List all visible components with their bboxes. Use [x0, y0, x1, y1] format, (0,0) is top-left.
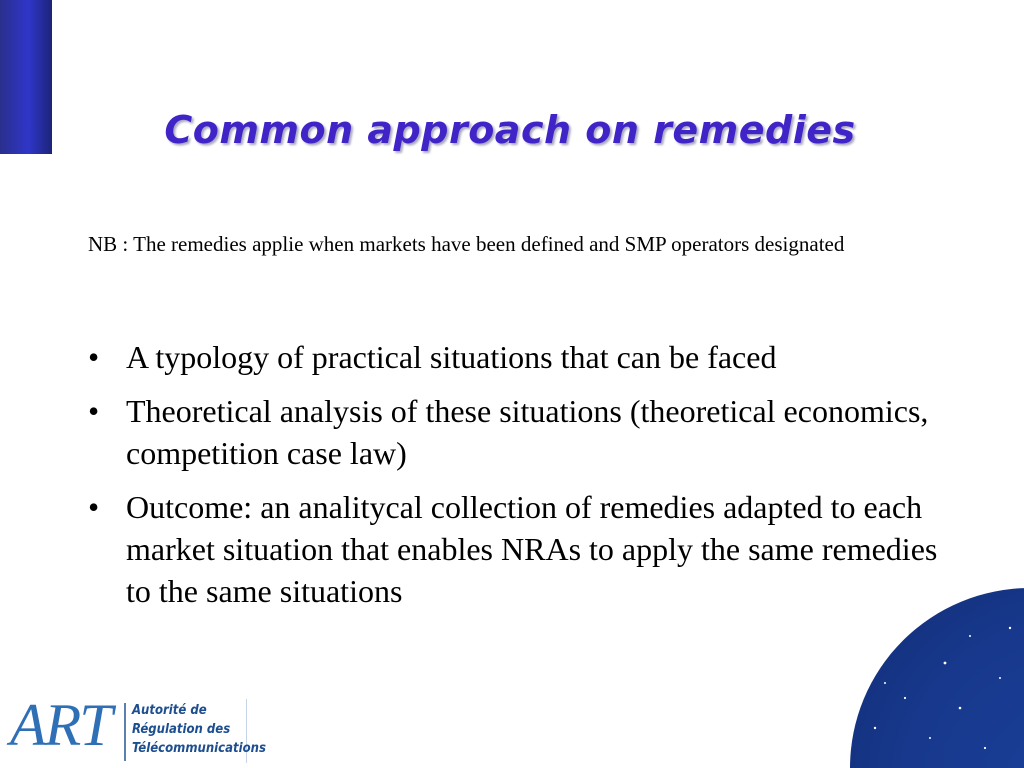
bullet-item: [88, 390, 948, 474]
bullet-list: [88, 336, 948, 624]
logo-divider: [124, 703, 126, 761]
bullet-text: Outcome: an analitycal collection of remedies adapted to each market situation that enables NRAs to apply the same remedies to the same situations: [126, 489, 938, 609]
note-text: NB : The remedies applie when markets have been defined and SMP operators designated: [88, 232, 845, 256]
logo-line-2: Régulation des: [132, 722, 231, 737]
bullet-item: [88, 486, 948, 612]
bullet-dot-icon: •: [88, 339, 100, 375]
bullet-text: Theoretical analysis of these situations (theoretical economics, competition case law): [126, 393, 929, 471]
globe-decoration: [850, 588, 1024, 768]
logo-line-1: Autorité de: [132, 703, 207, 718]
bullet-item: [88, 336, 948, 378]
bullet-dot-icon: •: [88, 489, 100, 525]
logo-text: [132, 701, 266, 758]
slide-title: Common approach on remedies: [164, 108, 856, 152]
logo-line-3: Télécommunications: [132, 741, 266, 756]
art-logo: [6, 692, 266, 763]
logo-abbreviation: ART: [10, 692, 111, 758]
bullet-dot-icon: •: [88, 393, 100, 429]
globe-stars: [850, 588, 1024, 768]
bullet-text: A typology of practical situations that can be faced: [126, 339, 777, 375]
